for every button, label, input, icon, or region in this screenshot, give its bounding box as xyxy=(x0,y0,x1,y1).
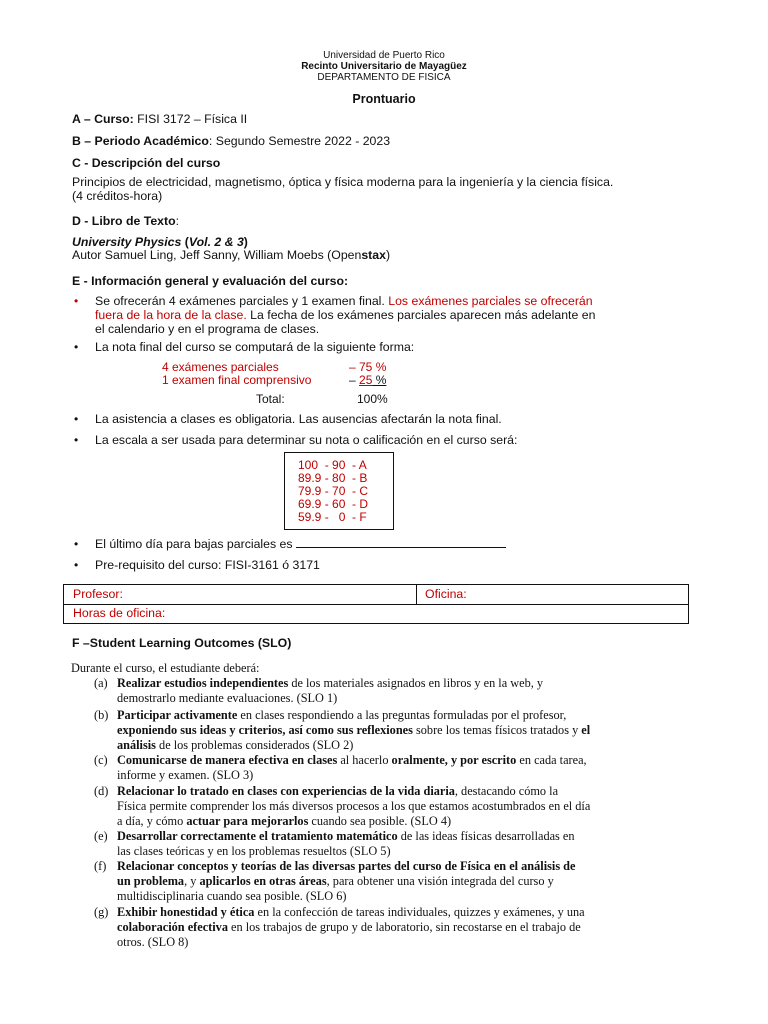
eval-row2-dash: – xyxy=(349,373,360,387)
bullet-exams-text: Se ofrecerán 4 exámenes parciales y 1 examen final. xyxy=(95,294,389,308)
slo-text xyxy=(117,829,692,859)
slo-bold: Comunicarse de manera efectiva en clases xyxy=(117,753,338,767)
book-volume: Vol. 2 & 3 xyxy=(188,235,244,249)
bullet-prerequisite: Pre-requisito del curso: FISI-3161 ó 3171 xyxy=(95,558,320,572)
section-f-label: F –Student Learning Outcomes (SLO) xyxy=(72,636,292,650)
book-close: ) xyxy=(385,248,391,262)
slo-plain: otros. (SLO 8) xyxy=(117,935,189,949)
slo-label: (c) xyxy=(94,753,108,767)
eval-row2-label: 1 examen final comprensivo xyxy=(162,373,312,387)
slo-bold: Realizar estudios independientes xyxy=(117,676,289,690)
slo-plain: demostrarlo mediante evaluaciones. (SLO 1) xyxy=(117,691,338,705)
book-vol-close: ) xyxy=(243,235,248,249)
bullet-marker: • xyxy=(74,340,79,354)
section-d-textbook xyxy=(72,214,179,228)
grade-scale-box xyxy=(284,452,394,530)
slo-bold: Relacionar lo tratado en clases con experiencias de la vida diaria xyxy=(117,784,455,798)
bullet-exams-red-2: fuera de la hora de la clase. xyxy=(95,308,247,322)
slo-plain: , para obtener una visión integrada del curso y xyxy=(326,874,554,888)
slo-bold: exponiendo sus ideas y criterios, así como sus reflexiones xyxy=(117,723,413,737)
slo-plain: en clases respondiendo a las preguntas formuladas por el profesor, xyxy=(237,708,567,722)
slo-plain: , y xyxy=(184,874,200,888)
book-stax: stax xyxy=(361,248,386,262)
slo-bold: análisis xyxy=(117,738,156,752)
slo-plain: en cada tarea, xyxy=(516,753,587,767)
university-name: Universidad de Puerto Rico xyxy=(323,50,445,61)
slo-plain: de los materiales asignados en libros y en la web, y xyxy=(288,676,544,690)
slo-text xyxy=(117,859,692,904)
slo-intro: Durante el curso, el estudiante deberá: xyxy=(71,661,260,675)
campus-name: Recinto Universitario de Mayagüez xyxy=(301,61,467,72)
section-a-value: FISI 3172 – Física II xyxy=(133,112,248,126)
bullet-marker: • xyxy=(74,537,79,551)
bullet-exams-info xyxy=(95,294,695,336)
slo-text xyxy=(117,708,692,753)
book-title: University Physics xyxy=(72,235,182,249)
bullet-marker: • xyxy=(74,294,79,308)
slo-bold: Participar activamente xyxy=(117,708,238,722)
book-title-line xyxy=(72,235,248,249)
slo-bold: colaboración efectiva xyxy=(117,920,228,934)
section-b-label: B – Periodo Académico xyxy=(72,134,209,148)
bullet-exams-text-3: el calendario y en el programa de clases. xyxy=(95,322,320,336)
slo-plain: en la confección de tareas individuales, quizzes y exámenes, y una xyxy=(254,905,585,919)
slo-bold: un problema xyxy=(117,874,185,888)
slo-plain: a día, y cómo xyxy=(117,814,187,828)
slo-bold: Exhibir honestidad y ética xyxy=(117,905,255,919)
bullet-grade-scale: La escala a ser usada para determinar su nota o calificación en el curso será: xyxy=(95,433,518,447)
drop-date-text: El último día para bajas parciales es xyxy=(95,537,296,551)
eval-total-label: Total: xyxy=(256,392,285,406)
eval-row2-pct: % xyxy=(372,373,387,387)
professor-cell: Profesor: xyxy=(73,587,123,601)
slo-label: (d) xyxy=(94,784,109,798)
slo-plain: al hacerlo xyxy=(337,753,392,767)
slo-bold: aplicarlos en otras áreas xyxy=(199,874,327,888)
course-description: Principios de electricidad, magnetismo, óptica y física moderna para la ingeniería y la ciencia física. xyxy=(72,175,614,189)
grade-scale-row: 69.9 - 60 - D xyxy=(298,497,369,511)
slo-bold: oralmente, y por escrito xyxy=(391,753,517,767)
section-a-label: A – Curso: xyxy=(72,112,134,126)
slo-text xyxy=(117,676,692,706)
section-b-period xyxy=(72,134,390,148)
eval-row2-value: 25 xyxy=(359,373,373,387)
table-divider xyxy=(416,585,417,604)
section-d-label: D - Libro de Texto xyxy=(72,214,176,228)
book-authors-line xyxy=(72,248,390,262)
slo-plain: sobre los temas físicos tratados y xyxy=(412,723,582,737)
office-cell: Oficina: xyxy=(425,587,467,601)
slo-plain: cuando sea posible. (SLO 4) xyxy=(308,814,452,828)
slo-plain: multidisciplinaria cuando sea posible. (SLO 6) xyxy=(117,889,347,903)
slo-plain: Física permite comprender los más diversos procesos a los que estamos acostumbrados en el día xyxy=(117,799,591,813)
slo-plain: de las ideas físicas desarrolladas en xyxy=(397,829,575,843)
bullet-exams-red-1: Los exámenes parciales se ofrecerán xyxy=(388,294,593,308)
table-divider xyxy=(64,604,688,605)
slo-bold: actuar para mejorarlos xyxy=(186,814,309,828)
section-c-label: C - Descripción del curso xyxy=(72,156,221,170)
slo-bold: Desarrollar correctamente el tratamiento matemático xyxy=(117,829,398,843)
bullet-attendance: La asistencia a clases es obligatoria. Las ausencias afectarán la nota final. xyxy=(95,412,502,426)
slo-label: (a) xyxy=(94,676,108,690)
bullet-exams-text-2: La fecha de los exámenes parciales aparecen más adelante en xyxy=(246,308,596,322)
grade-scale-row: 59.9 - 0 - F xyxy=(298,510,367,524)
department-name: DEPARTAMENTO DE FISICA xyxy=(317,72,451,83)
section-d-colon: : xyxy=(175,214,180,228)
eval-row1-value: – 75 % xyxy=(349,360,387,374)
bullet-marker: • xyxy=(74,433,79,447)
drop-date-blank xyxy=(296,537,506,548)
section-a-course xyxy=(72,112,247,126)
slo-text xyxy=(117,905,692,950)
slo-label: (e) xyxy=(94,829,108,843)
book-authors: Autor Samuel Ling, Jeff Sanny, William Moebs (Open xyxy=(72,248,362,262)
grade-scale-row: 100 - 90 - A xyxy=(298,458,367,472)
slo-label: (f) xyxy=(94,859,107,873)
section-b-value: : Segundo Semestre 2022 - 2023 xyxy=(208,134,391,148)
slo-plain: en los trabajos de grupo y de laboratorio, sin recostarse en el trabajo de xyxy=(227,920,581,934)
slo-label: (b) xyxy=(94,708,109,722)
bullet-drop-date xyxy=(95,537,695,551)
slo-text xyxy=(117,753,692,783)
book-vol-open: ( xyxy=(181,235,189,249)
bullet-grade-computation: La nota final del curso se computará de la siguiente forma: xyxy=(95,340,415,354)
eval-row2-value-line xyxy=(349,373,386,387)
professor-info-table xyxy=(63,584,689,624)
slo-text xyxy=(117,784,692,829)
slo-bold: el xyxy=(581,723,591,737)
eval-total-value: 100% xyxy=(357,392,388,406)
slo-plain: las clases teóricas y en los problemas resueltos (SLO 5) xyxy=(117,844,391,858)
slo-bold: Relacionar conceptos y teorías de las diversas partes del curso de Física en el análisis de xyxy=(117,859,576,873)
section-e-label: E - Información general y evaluación del curso: xyxy=(72,274,349,288)
document-title: Prontuario xyxy=(352,92,416,106)
eval-row1-label: 4 exámenes parciales xyxy=(162,360,279,374)
office-hours-cell: Horas de oficina: xyxy=(73,606,166,620)
grade-scale-row: 79.9 - 70 - C xyxy=(298,484,369,498)
slo-label: (g) xyxy=(94,905,109,919)
slo-plain: informe y examen. (SLO 3) xyxy=(117,768,254,782)
slo-plain: de los problemas considerados (SLO 2) xyxy=(155,738,354,752)
bullet-marker: • xyxy=(74,558,79,572)
course-credits: (4 créditos-hora) xyxy=(72,189,163,203)
grade-scale-row: 89.9 - 80 - B xyxy=(298,471,368,485)
bullet-marker: • xyxy=(74,412,79,426)
slo-plain: , destacando cómo la xyxy=(454,784,559,798)
